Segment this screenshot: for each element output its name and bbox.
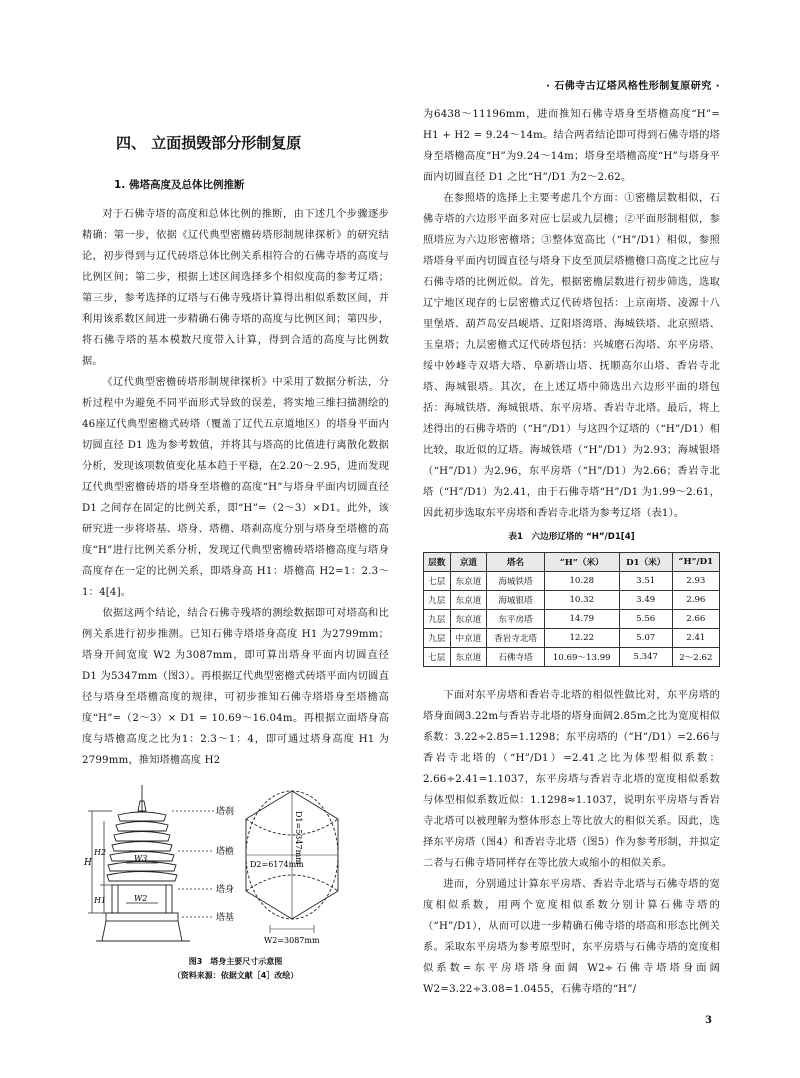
label-D1: D1=5347mm	[294, 811, 303, 865]
table-cell: 东京道	[450, 648, 487, 667]
table-cell: 七层	[424, 648, 451, 667]
label-W2-dimension: W2=3087mm	[264, 936, 320, 945]
table-cell: 海城铁塔	[487, 572, 544, 591]
table-cell: 10.28	[544, 572, 619, 591]
table-cell: 2.93	[672, 572, 719, 591]
table-row	[424, 572, 720, 591]
page-number: 3	[705, 1015, 712, 1026]
table-cell: 海城银塔	[487, 591, 544, 610]
table-cell: 3.51	[619, 572, 672, 591]
table-cell: 10.69～13.99	[544, 648, 619, 667]
table-cell: 12.22	[544, 629, 619, 648]
table-1	[423, 552, 720, 667]
label-H1: H1	[94, 896, 107, 905]
section-title: 四、 立面损毁部分形制复原	[116, 134, 302, 152]
paragraph: 对于石佛寺塔的高度和总体比例的推断，由下述几个步骤逐步精确：第一步，依据《辽代典型密檐砖塔形制规律探析》的研究结论，初步得到与辽代砖塔总体比例关系相符合的石佛寺塔的高度与比例区间；第二步，根据上述区间选择多个相似度高的参考辽塔；第三步，参考选择的辽塔与石佛寺残塔计算得出相似系数区间，并利用该系数区间进一步精确石佛寺塔的高度与比例区间；第四步，将石佛寺塔的基本模数尺度带入计算，得到合适的高度与比例数据。	[82, 209, 389, 367]
paragraph: 下面对东平房塔和香岩寺北塔的相似性做比对，东平房塔的塔身面阔3.22m与香岩寺北塔的塔身面阔2.85m之比为宽度相似系数：3.22÷2.85=1.1298；东平房塔的（“H”/D1）=2.66与香岩寺北塔的（“H”/D1）=2.41之比为体型相似系数：2.66÷2.41=1.1037，东平房塔与香岩寺北塔的宽度相似系数与体型相似系数近似：1.1298≈1.1037，说明东平房塔与香岩寺北塔可以被理解为整体形态上等比放大的相似关系。因此，选择东平房塔（图4）和香岩寺北塔（图5）作为参考形制，并拟定二者与石佛寺塔同样存在等比放大或缩小的相似关系。	[423, 690, 720, 869]
subsection-title: 1. 佛塔高度及总体比例推断	[114, 179, 245, 191]
table-cell: 5.347	[619, 648, 672, 667]
table-row	[424, 629, 720, 648]
table-cell: 七层	[424, 572, 451, 591]
column-header: 塔名	[487, 553, 544, 572]
table-row	[424, 591, 720, 610]
paragraph: 依据这两个结论，结合石佛寺残塔的测绘数据即可对塔高和比例关系进行初步推测。已知石佛寺塔塔身高度 H1 为2799mm；塔身开间宽度 W2 为3087mm，即可算出塔身平面内切圆直径 D1 为5347mm（图3）。再根据辽代典型密檐式砖塔平面内切圆直径与塔身至塔檐高度的规律，可初步推知石佛寺塔塔身至塔檐高度“H”=（2～3）× D1 = 10.69～16.04m。再根据立面塔身高度与塔檐高度之比为1：2.3～1：4，即可通过塔身高度 H1 为2799mm，推知塔檐高度 H2	[82, 608, 389, 766]
label-base: 塔基	[216, 913, 235, 923]
label-body: 塔身	[216, 885, 235, 895]
running-header: · 石佛寺古辽塔风格性形制复原研究 ·	[545, 81, 720, 92]
table-cell: 东京道	[450, 591, 487, 610]
table-header-row	[424, 553, 720, 572]
label-finial: 塔刹	[216, 807, 235, 817]
paragraph: 进而，分别通过计算东平房塔、香岩寺北塔与石佛寺塔的宽度相似系数，用两个宽度相似系数分别计算石佛寺塔的（“H”/D1），从而可以进一步精确石佛寺塔的塔高和形态比例关系。采取东平房塔为参考原型时，东平房塔与石佛寺塔的宽度相似系数=东平房塔塔身面阔 W2÷石佛寺塔塔身面阔 W2=3.22÷3.08=1.0455，石佛寺塔的“H”/	[423, 879, 720, 995]
table-row	[424, 648, 720, 667]
label-eaves: 塔檐	[216, 847, 235, 857]
column-header: “H”/D1	[672, 553, 719, 572]
label-D2: D2=6174mm	[250, 860, 304, 869]
table-cell: 九层	[424, 591, 451, 610]
label-W3: W3	[134, 854, 148, 863]
figure-3-caption: 图3 塔身主要尺寸示意图	[188, 957, 283, 966]
table-cell: 香岩寺北塔	[487, 629, 544, 648]
paragraph: 《辽代典型密檐砖塔形制规律探析》中采用了数据分析法，分析过程中为避免不同平面形式导致的误差，将实地三维扫描测绘的46座辽代典型密檐式砖塔（覆盖了辽代五京道地区）的塔身平面内切圆直径 D1 选为参考数值，并将其与塔高的比值进行离散化数据分析，发现该项数值变化基本趋于平稳，在2.20～2.95，进而发现辽代典型密檐砖塔的塔身至塔檐的高度“H”与塔身平面内切圆直径 D1 之间存在固定的比例关系，即“H”=（2～3）×D1。此外，该研究进一步将塔基、塔身、塔檐、塔刹高度分别与塔身至塔檐的高度“H”进行比例关系分析，发现辽代典型密檐砖塔塔檐高度与塔身高度存在一定的比例关系，即塔身高 H1：塔檐高 H2=1：2.3～1：4[4]。	[82, 377, 389, 598]
table-cell: 5.56	[619, 610, 672, 629]
table-cell: 10.32	[544, 591, 619, 610]
label-H: H	[84, 858, 92, 868]
table-cell: 中京道	[450, 629, 487, 648]
right-column	[423, 104, 720, 1000]
table-cell: 2～2.62	[672, 648, 719, 667]
table-cell: 东京道	[450, 572, 487, 591]
table-cell: 14.79	[544, 610, 619, 629]
label-H2: H2	[94, 848, 107, 857]
table-cell: 2.96	[672, 591, 719, 610]
paragraph: 为6438～11196mm，进而推知石佛寺塔身至塔檐高度“H”= H1 + H2 = 9.24～14m。结合两者结论即可得到石佛寺塔的塔身至塔檐高度“H”为9.24～14m；塔身至塔檐高度“H”与塔身平面内切圆直径 D1 之比“H”/D1 为2～2.62。	[423, 109, 720, 183]
table-cell: 5.07	[619, 629, 672, 648]
figure-3-diagram	[82, 781, 389, 951]
left-column	[82, 104, 389, 983]
table-row	[424, 610, 720, 629]
table-cell: 九层	[424, 629, 451, 648]
figure-3	[82, 781, 389, 983]
table-1-caption: 表1 六边形辽塔的 “H”/D1[4]	[508, 532, 635, 542]
column-header: 层数	[424, 553, 451, 572]
label-W2: W2	[134, 894, 148, 903]
column-header: 京道	[450, 553, 487, 572]
column-header: “H”（米）	[544, 553, 619, 572]
table-cell: 东平房塔	[487, 610, 544, 629]
table-cell: 东京道	[450, 610, 487, 629]
table-cell: 2.41	[672, 629, 719, 648]
paragraph: 在参照塔的选择上主要考虑几个方面：①密檐层数相似，石佛寺塔的六边形平面多对应七层或九层檐；②平面形制相似，参照塔应为六边形密檐塔；③整体宽高比（“H”/D1）相似，参照塔塔身平面内切圆直径与塔身下皮至顶层塔檐檐口高度之比应与石佛寺塔的比例近似。首先，根据密檐层数进行初步筛选，选取辽宁地区现存的七层密檐式辽代砖塔包括：上京南塔、凌源十八里堡塔、葫芦岛安昌岘塔、辽阳塔湾塔、海城铁塔、北京照塔、玉皇塔；九层密檐式辽代砖塔包括：兴城磨石沟塔、东平房塔、绥中妙峰寺双塔大塔、阜新塔山塔、抚顺高尔山塔、香岩寺北塔、海城银塔。其次，在上述辽塔中筛选出六边形平面的塔包括：海城铁塔、海城银塔、东平房塔、香岩寺北塔。最后，将上述得出的石佛寺塔的（“H”/D1）与这四个辽塔的（“H”/D1）相比较，取近似的辽塔。海城铁塔（“H”/D1）为2.93；海城银塔（“H”/D1）为2.96，东平房塔（“H”/D1）为2.66；香岩寺北塔（“H”/D1）为2.41，由于石佛寺塔“H”/D1 为1.99～2.61，因此初步选取东平房塔和香岩寺北塔为参考辽塔（表1）。	[423, 193, 720, 519]
column-header: D1（米）	[619, 553, 672, 572]
table-cell: 3.49	[619, 591, 672, 610]
table-cell: 石佛寺塔	[487, 648, 544, 667]
table-cell: 九层	[424, 610, 451, 629]
table-cell: 2.66	[672, 610, 719, 629]
figure-3-source: （资料来源：依据文献［4］改绘）	[172, 971, 299, 980]
